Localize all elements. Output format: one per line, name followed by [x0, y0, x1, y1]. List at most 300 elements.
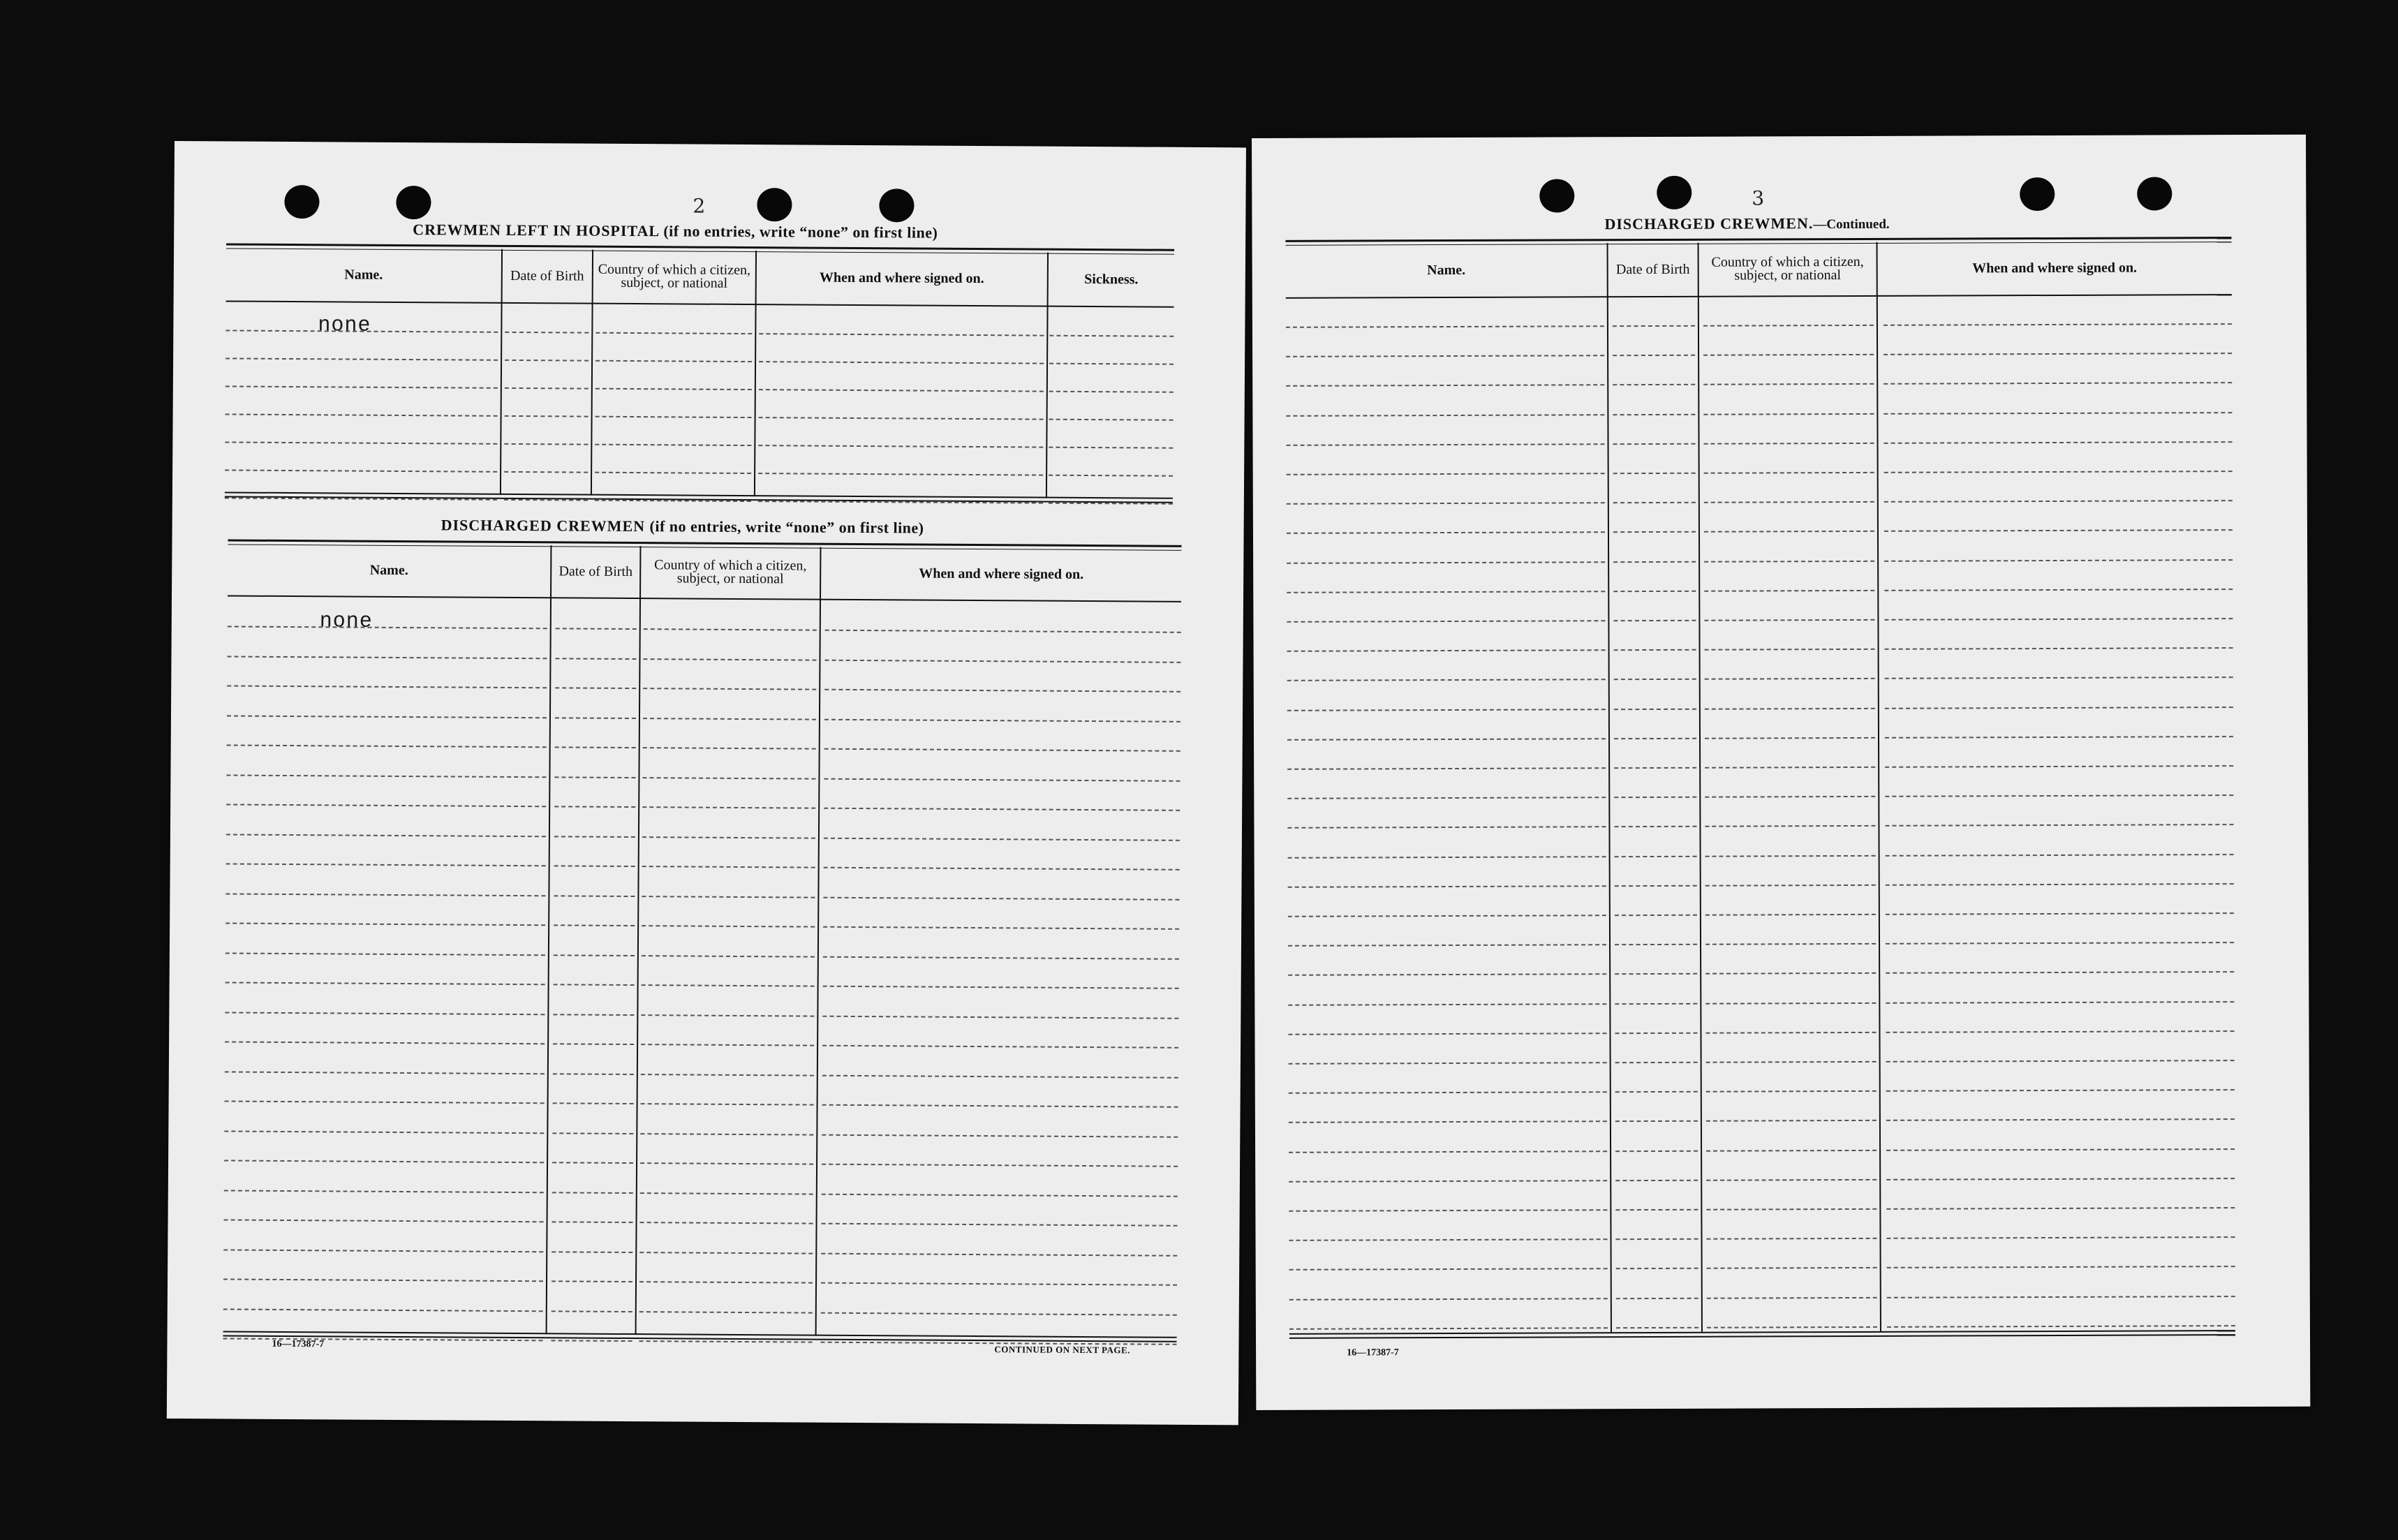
ruled-line — [1883, 412, 2232, 415]
ruled-line — [554, 924, 635, 926]
page-number: 2 — [693, 194, 706, 218]
ruled-line — [226, 834, 546, 837]
column-divider — [546, 545, 552, 1334]
ruled-line — [224, 1130, 544, 1134]
ruled-line — [1615, 973, 1697, 975]
ruled-line — [1883, 353, 2232, 355]
ruled-line — [225, 1041, 545, 1044]
ruled-line — [1705, 884, 1876, 887]
ruled-line — [1613, 443, 1696, 445]
punch-hole — [2137, 177, 2172, 210]
ruled-line — [1706, 1179, 1877, 1181]
ruled-line — [223, 1249, 543, 1252]
ruled-line — [1614, 797, 1696, 798]
ruled-line — [1287, 502, 1605, 505]
ruled-line — [821, 1312, 1177, 1315]
ruled-line — [1705, 972, 1876, 975]
ruled-line — [1613, 591, 1696, 592]
ruled-line — [225, 469, 497, 472]
ruled-line — [554, 865, 635, 867]
ruled-line — [1287, 827, 1606, 829]
ruled-line — [640, 1222, 813, 1224]
punch-hole — [396, 186, 431, 219]
ruled-line — [225, 1100, 545, 1104]
ruled-line — [1287, 797, 1606, 799]
ruled-line — [1287, 561, 1605, 564]
ruled-line — [1703, 383, 1874, 385]
ruled-line — [1286, 325, 1604, 328]
ruled-line — [1887, 1266, 2235, 1268]
column-divider — [815, 547, 822, 1336]
ruled-line — [1706, 1149, 1877, 1151]
ruled-line — [642, 984, 815, 987]
ruled-line — [1884, 529, 2233, 532]
ruled-line — [505, 387, 589, 390]
ruled-line — [1703, 325, 1874, 327]
column-divider — [1607, 243, 1612, 1332]
ruled-line — [824, 778, 1180, 781]
ruled-line — [1887, 1296, 2235, 1298]
ruled-line — [1886, 1060, 2235, 1063]
hospital-table — [225, 243, 1174, 500]
ruled-line — [1884, 618, 2233, 621]
ruled-line — [225, 982, 545, 985]
ruled-line — [504, 499, 588, 501]
col-header-name: Name. — [1427, 262, 1466, 278]
ruled-line — [640, 1192, 813, 1195]
ruled-line — [1288, 944, 1606, 947]
ruled-line — [639, 1311, 813, 1314]
ruled-line — [1287, 532, 1605, 535]
discharged-continued-title — [1604, 214, 1889, 233]
ruled-line — [758, 445, 1043, 447]
ruled-line — [1703, 413, 1874, 415]
ruled-line — [1707, 1238, 1877, 1240]
ruled-line — [552, 1162, 633, 1164]
ruled-line — [1884, 500, 2233, 503]
ruled-line — [1614, 826, 1696, 827]
ruled-line — [227, 715, 547, 718]
ruled-line — [1289, 1298, 1608, 1301]
ruled-line — [228, 625, 547, 629]
ruled-line — [553, 1014, 634, 1016]
ruled-line — [1287, 709, 1606, 711]
ruled-line — [1613, 561, 1696, 562]
col-header-dob: Date of Birth — [1615, 261, 1690, 277]
ruled-line — [823, 896, 1179, 900]
ruled-line — [555, 746, 636, 748]
ruled-line — [1613, 384, 1695, 385]
ruled-line — [1705, 914, 1876, 916]
ruled-line — [224, 1190, 544, 1193]
ruled-line — [1615, 1120, 1698, 1122]
ruled-line — [1613, 413, 1695, 415]
ruled-line — [1705, 825, 1875, 827]
ruled-line — [1613, 502, 1696, 503]
ruled-line — [1886, 971, 2234, 974]
ruled-line — [1704, 619, 1874, 621]
ruled-line — [555, 687, 636, 689]
ruled-line — [1885, 765, 2233, 768]
ruled-line — [553, 1102, 634, 1104]
ruled-line — [225, 952, 545, 956]
ruled-line — [1885, 676, 2233, 679]
ruled-line — [759, 361, 1044, 364]
discharged-table — [223, 539, 1181, 1354]
ruled-line — [1289, 1180, 1607, 1183]
ruled-line — [1286, 414, 1604, 417]
ruled-line — [1613, 620, 1696, 621]
ruled-line — [1287, 620, 1605, 623]
ruled-line — [225, 1012, 545, 1015]
ruled-line — [1615, 885, 1697, 887]
ruled-line — [1615, 1002, 1697, 1004]
ruled-line — [822, 1223, 1178, 1227]
ruled-line — [225, 441, 497, 444]
ruled-line — [642, 866, 815, 868]
col-header-name: Name. — [344, 266, 383, 283]
ruled-line — [1615, 1062, 1698, 1063]
ruled-line — [1707, 1267, 1877, 1269]
ruled-line — [223, 1338, 543, 1341]
hospital-section-title — [413, 221, 938, 242]
ruled-line — [1887, 1236, 2235, 1239]
ruled-line — [226, 863, 546, 866]
ruled-line — [1287, 649, 1606, 652]
handwritten-entry: none — [318, 313, 371, 338]
ruled-line — [1616, 1297, 1698, 1298]
ruled-line — [822, 1134, 1178, 1137]
ruled-line — [643, 718, 816, 720]
discharged-section-title — [441, 516, 924, 537]
ruled-line — [824, 808, 1180, 811]
ruled-line — [758, 473, 1043, 475]
ruled-line — [553, 1043, 634, 1045]
ruled-line — [759, 333, 1044, 336]
ruled-line — [1286, 355, 1604, 357]
ruled-line — [554, 895, 635, 897]
ruled-line — [224, 1160, 544, 1163]
col-header-country: Country of which a citizen, subject, or national — [1711, 253, 1864, 283]
ruled-line — [822, 1193, 1178, 1197]
ruled-line — [1613, 473, 1696, 474]
ruled-line — [640, 1133, 813, 1136]
ruled-line — [225, 357, 498, 360]
ruled-line — [1615, 1150, 1698, 1151]
ruled-line — [1705, 707, 1875, 709]
col-header-signed: When and where signed on. — [919, 565, 1084, 582]
ruled-line — [1704, 560, 1874, 562]
ruled-line — [1884, 588, 2233, 591]
table-header — [228, 543, 1181, 602]
ruled-line — [641, 1074, 814, 1076]
discharged-title-note: (if no entries, write “none” on first line) — [649, 517, 924, 537]
ruled-line — [1287, 591, 1605, 593]
ruled-line — [1049, 475, 1173, 477]
ruled-line — [822, 1045, 1178, 1049]
ruled-line — [504, 443, 588, 445]
ruled-line — [504, 471, 588, 473]
ruled-line — [1883, 323, 2232, 326]
ruled-line — [643, 747, 816, 750]
ruled-line — [556, 628, 637, 630]
punch-hole — [1657, 176, 1692, 209]
ruled-line — [642, 777, 815, 780]
ruled-line — [1614, 767, 1696, 769]
ruled-line — [226, 804, 546, 807]
ruled-line — [552, 1192, 633, 1194]
page-number: 3 — [1752, 186, 1765, 210]
ruled-line — [1288, 915, 1606, 917]
ruled-line — [642, 896, 815, 898]
ruled-line — [822, 1164, 1178, 1167]
ruled-line — [224, 1219, 544, 1222]
ruled-line — [642, 806, 815, 809]
col-header-dob: Date of Birth — [510, 267, 584, 284]
ruled-line — [821, 1252, 1177, 1256]
ruled-line — [1884, 441, 2233, 444]
ruled-line — [1706, 1090, 1877, 1093]
ruled-line — [1289, 1209, 1607, 1212]
ruled-line — [595, 472, 751, 474]
ruled-line — [1289, 1327, 1608, 1330]
ruled-line — [1707, 1296, 1877, 1298]
ruled-line — [225, 385, 498, 388]
ruled-line — [1886, 1118, 2235, 1121]
ruled-line — [1705, 678, 1875, 680]
ruled-line — [1705, 796, 1875, 798]
right-page — [1252, 135, 2310, 1410]
ruled-line — [1287, 679, 1606, 682]
ruled-line — [643, 658, 816, 661]
ruled-line — [644, 628, 817, 631]
ruled-line — [552, 1340, 632, 1342]
col-header-sickness: Sickness. — [1084, 271, 1139, 287]
ruled-line — [824, 837, 1180, 841]
table-header — [1286, 241, 2232, 299]
ruled-line — [1616, 1327, 1698, 1328]
ruled-line — [1616, 1268, 1698, 1269]
ruled-line — [641, 1103, 814, 1106]
discharged-continued-table — [1286, 237, 2236, 1343]
ruled-line — [226, 774, 546, 778]
punch-hole — [284, 185, 319, 219]
ruled-line — [227, 744, 547, 748]
ruled-line — [1049, 447, 1173, 449]
col-header-name: Name. — [369, 562, 408, 578]
ruled-line — [552, 1280, 632, 1282]
ruled-line — [1705, 854, 1876, 857]
ruled-line — [505, 415, 589, 417]
ruled-line — [1886, 1148, 2235, 1151]
ruled-line — [1615, 855, 1697, 857]
ruled-line — [643, 688, 816, 690]
ruled-line — [225, 893, 545, 896]
ruled-line — [595, 332, 752, 334]
ruled-line — [1613, 355, 1695, 356]
ruled-line — [553, 1073, 634, 1075]
ruled-line — [554, 954, 635, 956]
ruled-line — [1885, 647, 2233, 650]
ruled-line — [1884, 471, 2233, 473]
ruled-line — [1289, 1238, 1608, 1241]
ruled-line — [1049, 419, 1174, 421]
punch-hole — [2020, 177, 2055, 211]
ruled-line — [1886, 912, 2234, 915]
ruled-line — [1886, 1207, 2235, 1210]
ruled-line — [822, 1015, 1178, 1019]
ruled-line — [552, 1221, 633, 1223]
table-header — [226, 247, 1174, 307]
ruled-line — [822, 1074, 1178, 1078]
ruled-line — [1705, 1002, 1876, 1004]
ruled-line — [1288, 1032, 1606, 1035]
ruled-line — [1289, 1268, 1608, 1271]
ruled-line — [1614, 738, 1696, 739]
punch-hole — [1539, 179, 1574, 212]
ruled-line — [227, 685, 547, 688]
ruled-line — [554, 836, 635, 838]
ruled-line — [641, 1044, 814, 1046]
ruled-line — [1615, 1091, 1698, 1093]
ruled-line — [640, 1162, 813, 1165]
ruled-line — [1885, 824, 2233, 827]
ruled-line — [227, 656, 547, 659]
ruled-line — [824, 748, 1181, 752]
col-header-signed: When and where signed on. — [1972, 260, 2138, 276]
ruled-line — [1287, 473, 1605, 475]
ruled-line — [223, 1278, 543, 1282]
ruled-line — [1887, 1325, 2235, 1328]
ruled-line — [1613, 531, 1696, 533]
ruled-line — [639, 1281, 813, 1284]
ruled-line — [1884, 559, 2233, 562]
ruled-line — [1886, 942, 2234, 945]
ruled-line — [1704, 443, 1874, 445]
ruled-line — [639, 1340, 813, 1343]
ruled-line — [824, 659, 1181, 662]
col-header-country: Country of which a citizen, subject, or national — [598, 261, 751, 291]
ruled-line — [1886, 854, 2234, 857]
ruled-line — [1886, 1089, 2235, 1092]
ruled-line — [642, 925, 815, 928]
ruled-line — [1289, 1150, 1607, 1153]
ruled-line — [1288, 1003, 1606, 1006]
left-page — [167, 141, 1246, 1425]
ruled-line — [821, 1282, 1177, 1286]
discharged-title-text: DISCHARGED CREWMEN — [441, 516, 646, 535]
ruled-line — [1615, 915, 1697, 916]
ruled-line — [824, 689, 1181, 693]
ruled-line — [595, 416, 752, 418]
ruled-line — [1707, 1326, 1877, 1328]
ruled-line — [642, 955, 815, 958]
ruled-line — [1616, 1238, 1698, 1240]
ruled-line — [1703, 354, 1874, 356]
ruled-line — [552, 1132, 633, 1134]
ruled-line — [1705, 943, 1876, 945]
ruled-line — [759, 417, 1044, 420]
ruled-line — [1705, 1032, 1876, 1034]
column-divider — [1877, 242, 1881, 1331]
ruled-line — [1049, 391, 1174, 393]
ruled-line — [1706, 1120, 1877, 1122]
ruled-line — [1706, 1061, 1877, 1063]
ruled-line — [554, 776, 635, 778]
ruled-line — [1704, 501, 1874, 503]
ruled-line — [225, 922, 545, 926]
ruled-line — [1614, 649, 1696, 651]
ruled-line — [1287, 767, 1606, 770]
hospital-title-note: (if no entries, write “none” on first line) — [663, 222, 938, 242]
ruled-line — [554, 806, 635, 808]
ruled-line — [1289, 1121, 1607, 1124]
ruled-line — [1286, 385, 1604, 387]
ruled-line — [1886, 1001, 2234, 1004]
ruled-line — [642, 836, 815, 839]
ruled-line — [505, 360, 589, 362]
ruled-line — [223, 1308, 543, 1312]
ruled-line — [555, 658, 636, 660]
ruled-line — [1615, 1180, 1698, 1181]
ruled-line — [1705, 767, 1875, 769]
ruled-line — [1614, 679, 1696, 680]
ruled-line — [1288, 856, 1606, 859]
ruled-line — [1615, 1032, 1697, 1034]
table-bottom-rule — [1289, 1330, 2235, 1339]
ruled-line — [1886, 1178, 2235, 1180]
ruled-line — [225, 413, 498, 416]
handwritten-entry: none — [319, 609, 373, 634]
ruled-line — [1049, 503, 1173, 505]
ruled-line — [1289, 1062, 1607, 1065]
ruled-line — [595, 388, 752, 390]
ruled-line — [639, 1252, 813, 1254]
ruled-line — [595, 500, 751, 502]
discharged-continued-suffix: —Continued. — [1813, 216, 1890, 232]
continued-note: CONTINUED ON NEXT PAGE. — [994, 1344, 1130, 1356]
ruled-line — [1704, 472, 1874, 474]
ruled-line — [552, 1251, 632, 1253]
ruled-line — [1885, 794, 2233, 797]
ruled-line — [824, 867, 1180, 871]
ruled-line — [1049, 335, 1174, 337]
ruled-line — [1049, 363, 1174, 365]
ruled-line — [1886, 1030, 2234, 1033]
punch-hole — [757, 188, 792, 221]
ruled-line — [1705, 649, 1875, 651]
ruled-line — [825, 630, 1181, 633]
ruled-line — [1705, 737, 1875, 739]
ruled-line — [1886, 883, 2234, 886]
ruled-line — [823, 926, 1179, 930]
ruled-line — [1288, 974, 1606, 977]
ruled-line — [823, 986, 1179, 989]
discharged-continued-title-text: DISCHARGED CREWMEN. — [1604, 214, 1814, 233]
ruled-line — [641, 1014, 814, 1017]
form-code: 16—17387-7 — [1347, 1347, 1399, 1358]
ruled-line — [1289, 1091, 1607, 1094]
ruled-line — [595, 444, 751, 446]
ruled-line — [1885, 736, 2233, 739]
ruled-line — [1704, 531, 1874, 533]
ruled-line — [822, 1104, 1178, 1108]
ruled-line — [1706, 1208, 1877, 1210]
column-divider — [1698, 243, 1703, 1332]
ruled-line — [1287, 443, 1605, 446]
ruled-line — [505, 332, 589, 334]
col-header-dob: Date of Birth — [558, 563, 633, 579]
